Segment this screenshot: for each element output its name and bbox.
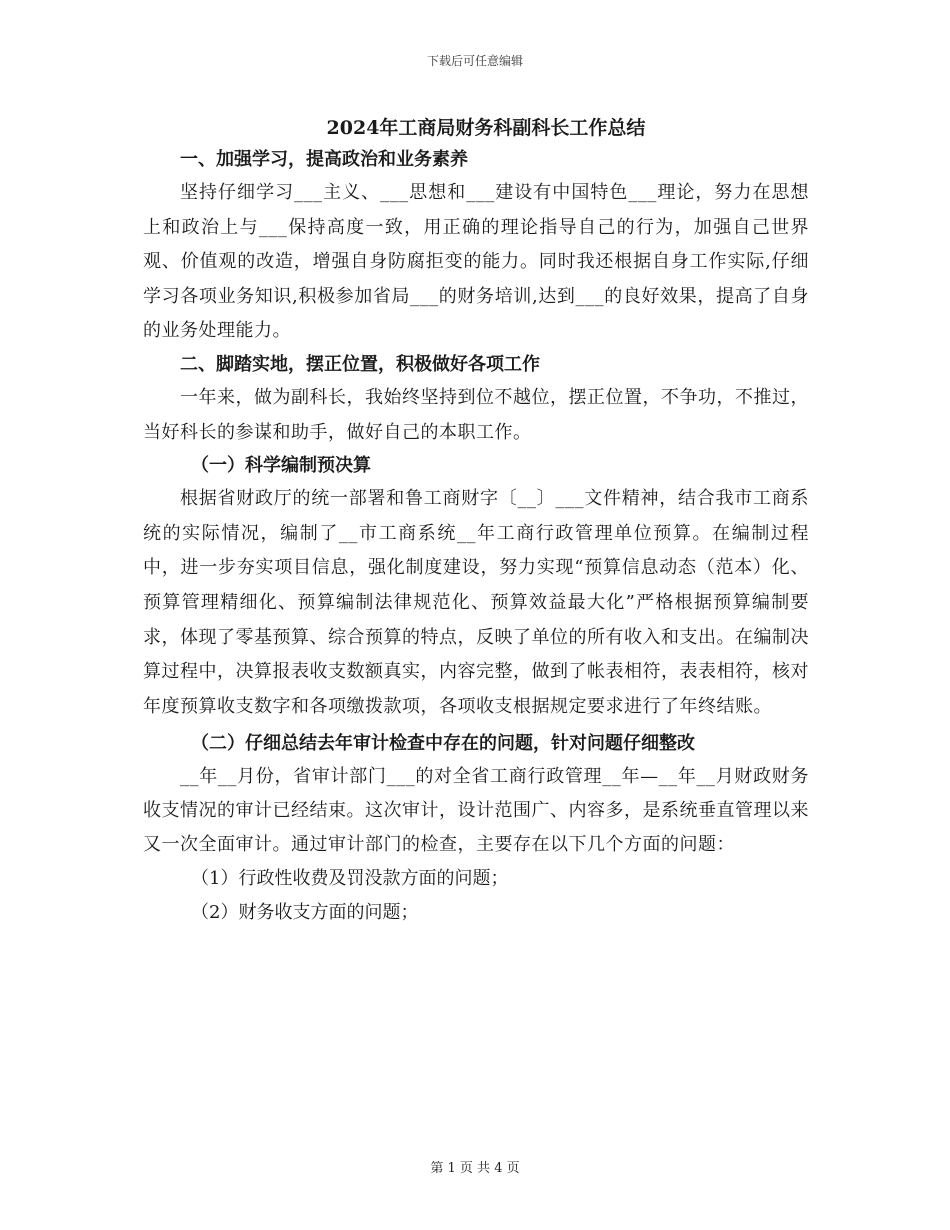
list-item: （2）财务收支方面的问题；: [191, 902, 419, 924]
document-title: 2024年工商局财务科副科长工作总结: [326, 117, 646, 139]
document-body: [143, 112, 809, 930]
subsection-heading-2: （二）仔细总结去年审计检查中存在的问题，针对问题仔细整改: [191, 733, 695, 755]
page-number: 第 1 页 共 4 页: [430, 1161, 520, 1176]
subsection-paragraph-2: __年__月份，省审计部门___的对全省工商行政管理__年—__年__月财政财务收支情况的审计已经结束。这次审计，设计范围广、内容多，是系统垂直管理以来又一次全面审计。通过审计部门的检查，主要存在以下几个方面的问题：: [143, 766, 809, 856]
list-item: （1）行政性收费及罚没款方面的问题；: [191, 868, 509, 890]
page-header: 下载后可任意编辑: [426, 54, 523, 68]
subsection-paragraph-1: 根据省财政厅的统一部署和鲁工商财字〔__〕___文件精神，结合我市工商系统的实际情况，编制了__市工商系统__年工商行政管理单位预算。在编制过程中，进一步夯实项目信息，强化制度建设，努力实现“预算信息动态（范本）化、预算管理精细化、预算编制法律规范化、预算效益最大化”严格根据预算编制要求，体现了零基预算、综合预算的特点，反映了单位的所有收入和支出。在编制决算过程中，决算报表收支数额真实，内容完整，做到了帐表相符，表表相符，核对年度预算收支数字和各项缴拨款项，各项收支根据规定要求进行了年终结账。: [143, 488, 809, 717]
section-heading-2: 二、脚踏实地，摆正位置，积极做好各项工作: [180, 353, 540, 375]
subsection-heading-1: （一）科学编制预决算: [191, 455, 371, 477]
section-paragraph-1: 坚持仔细学习___主义、___思想和___建设有中国特色___理论，努力在思想上和政治上与___保持高度一致，用正确的理论指导自己的行为，加强自己世界观、价值观的改造，增强自身防腐拒变的能力。同时我还根据自身工作实际,仔细学习各项业务知识,积极参加省局___的财务培训,达到___的良好效果，提高了自身的业务处理能力。: [143, 182, 809, 342]
section-paragraph-2: 一年来，做为副科长，我始终坚持到位不越位，摆正位置，不争功，不推过，当好科长的参谋和助手，做好自己的本职工作。: [143, 386, 809, 443]
section-heading-1: 一、加强学习，提高政治和业务素养: [180, 149, 468, 170]
